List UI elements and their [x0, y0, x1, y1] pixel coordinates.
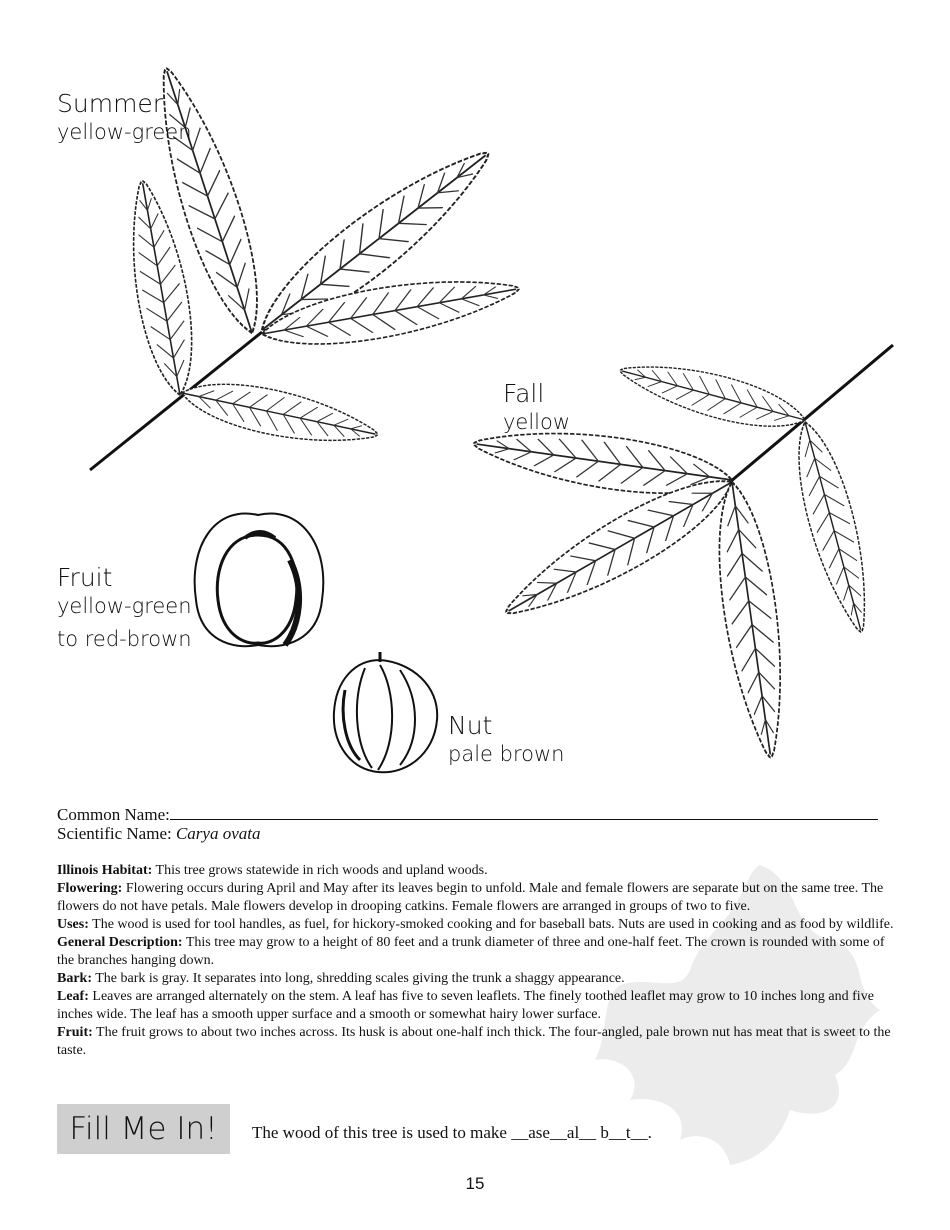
page-number: 15 [465, 1174, 485, 1193]
scientific-name-row [57, 824, 897, 843]
habitat-paragraph [57, 862, 895, 880]
scientific-name-value: Carya ovata [175, 824, 261, 843]
common-name-label: Common Name: [57, 805, 170, 824]
section-heading: Fruit: [57, 1025, 93, 1040]
section-text: The bark is gray. It separates into long, shredding scales giving the trunk a shaggy appearance. [92, 971, 625, 986]
fill-in-question[interactable]: The wood of this tree is used to make __ase__al__ b__t__. [252, 1123, 652, 1142]
fall-label [503, 378, 570, 436]
nut-title: Nut [448, 711, 493, 740]
section-heading: General Description: [57, 935, 183, 950]
names-block [57, 805, 897, 843]
fruit-paragraph [57, 1024, 895, 1060]
section-text: This tree grows statewide in rich woods and upland woods. [152, 863, 488, 878]
fruit-title: Fruit [57, 563, 113, 592]
section-text: Leaves are arranged alternately on the stem. A leaf has five to seven leaflets. The finely toothed leaflet may grow to 10 inches long and five inches wide. The leaf has a smooth upper surface and a smooth or somewhat hairy lower surface. [57, 989, 874, 1022]
uses-paragraph [57, 916, 895, 934]
section-heading: Uses: [57, 917, 89, 932]
fruit-color-line1: yellow-green [57, 594, 192, 619]
general-description-paragraph [57, 934, 895, 970]
fruit-drawing [195, 513, 324, 646]
common-name-row [57, 805, 897, 824]
fruit-label [57, 562, 192, 652]
bark-paragraph [57, 970, 895, 988]
scientific-name-label: Scientific Name: [57, 824, 176, 843]
nut-drawing [334, 652, 437, 772]
section-text: The wood is used for tool handles, as fuel, for hickory-smoked cooking and for baseball bats. Nuts are used in cooking and as food by wildlife. [88, 917, 894, 932]
nut-label [448, 710, 564, 768]
section-heading: Illinois Habitat: [57, 863, 153, 878]
summer-color: yellow-green [57, 120, 192, 145]
nut-color: pale brown [448, 742, 565, 767]
common-name-blank[interactable] [170, 805, 878, 820]
fall-title: Fall [503, 379, 545, 408]
summer-title: Summer [57, 89, 164, 118]
fruit-color-line2: to red-brown [57, 626, 192, 651]
description-block [57, 862, 895, 1060]
fill-me-in-badge: Fill Me In! [57, 1104, 230, 1154]
section-text: The fruit grows to about two inches across. Its husk is about one-half inch thick. The four-angled, pale brown nut has meat that is sweet to the taste. [57, 1025, 891, 1058]
fall-color: yellow [503, 410, 571, 435]
flowering-paragraph [57, 880, 895, 916]
section-heading: Bark: [57, 971, 92, 986]
section-text: This tree may grow to a height of 80 feet and a trunk diameter of three and one-half feet. The crown is rounded with some of the branches hanging down. [57, 935, 885, 968]
leaf-paragraph [57, 988, 895, 1024]
summer-label [57, 88, 192, 146]
section-heading: Leaf: [57, 989, 89, 1004]
section-heading: Flowering: [57, 881, 123, 896]
section-text: Flowering occurs during April and May after its leaves begin to unfold. Male and female flowers are separate but on the same tree. The flowers do not have petals. Male flowers develop in drooping catkins. Female flowers are arranged in groups of two to five. [57, 881, 884, 914]
